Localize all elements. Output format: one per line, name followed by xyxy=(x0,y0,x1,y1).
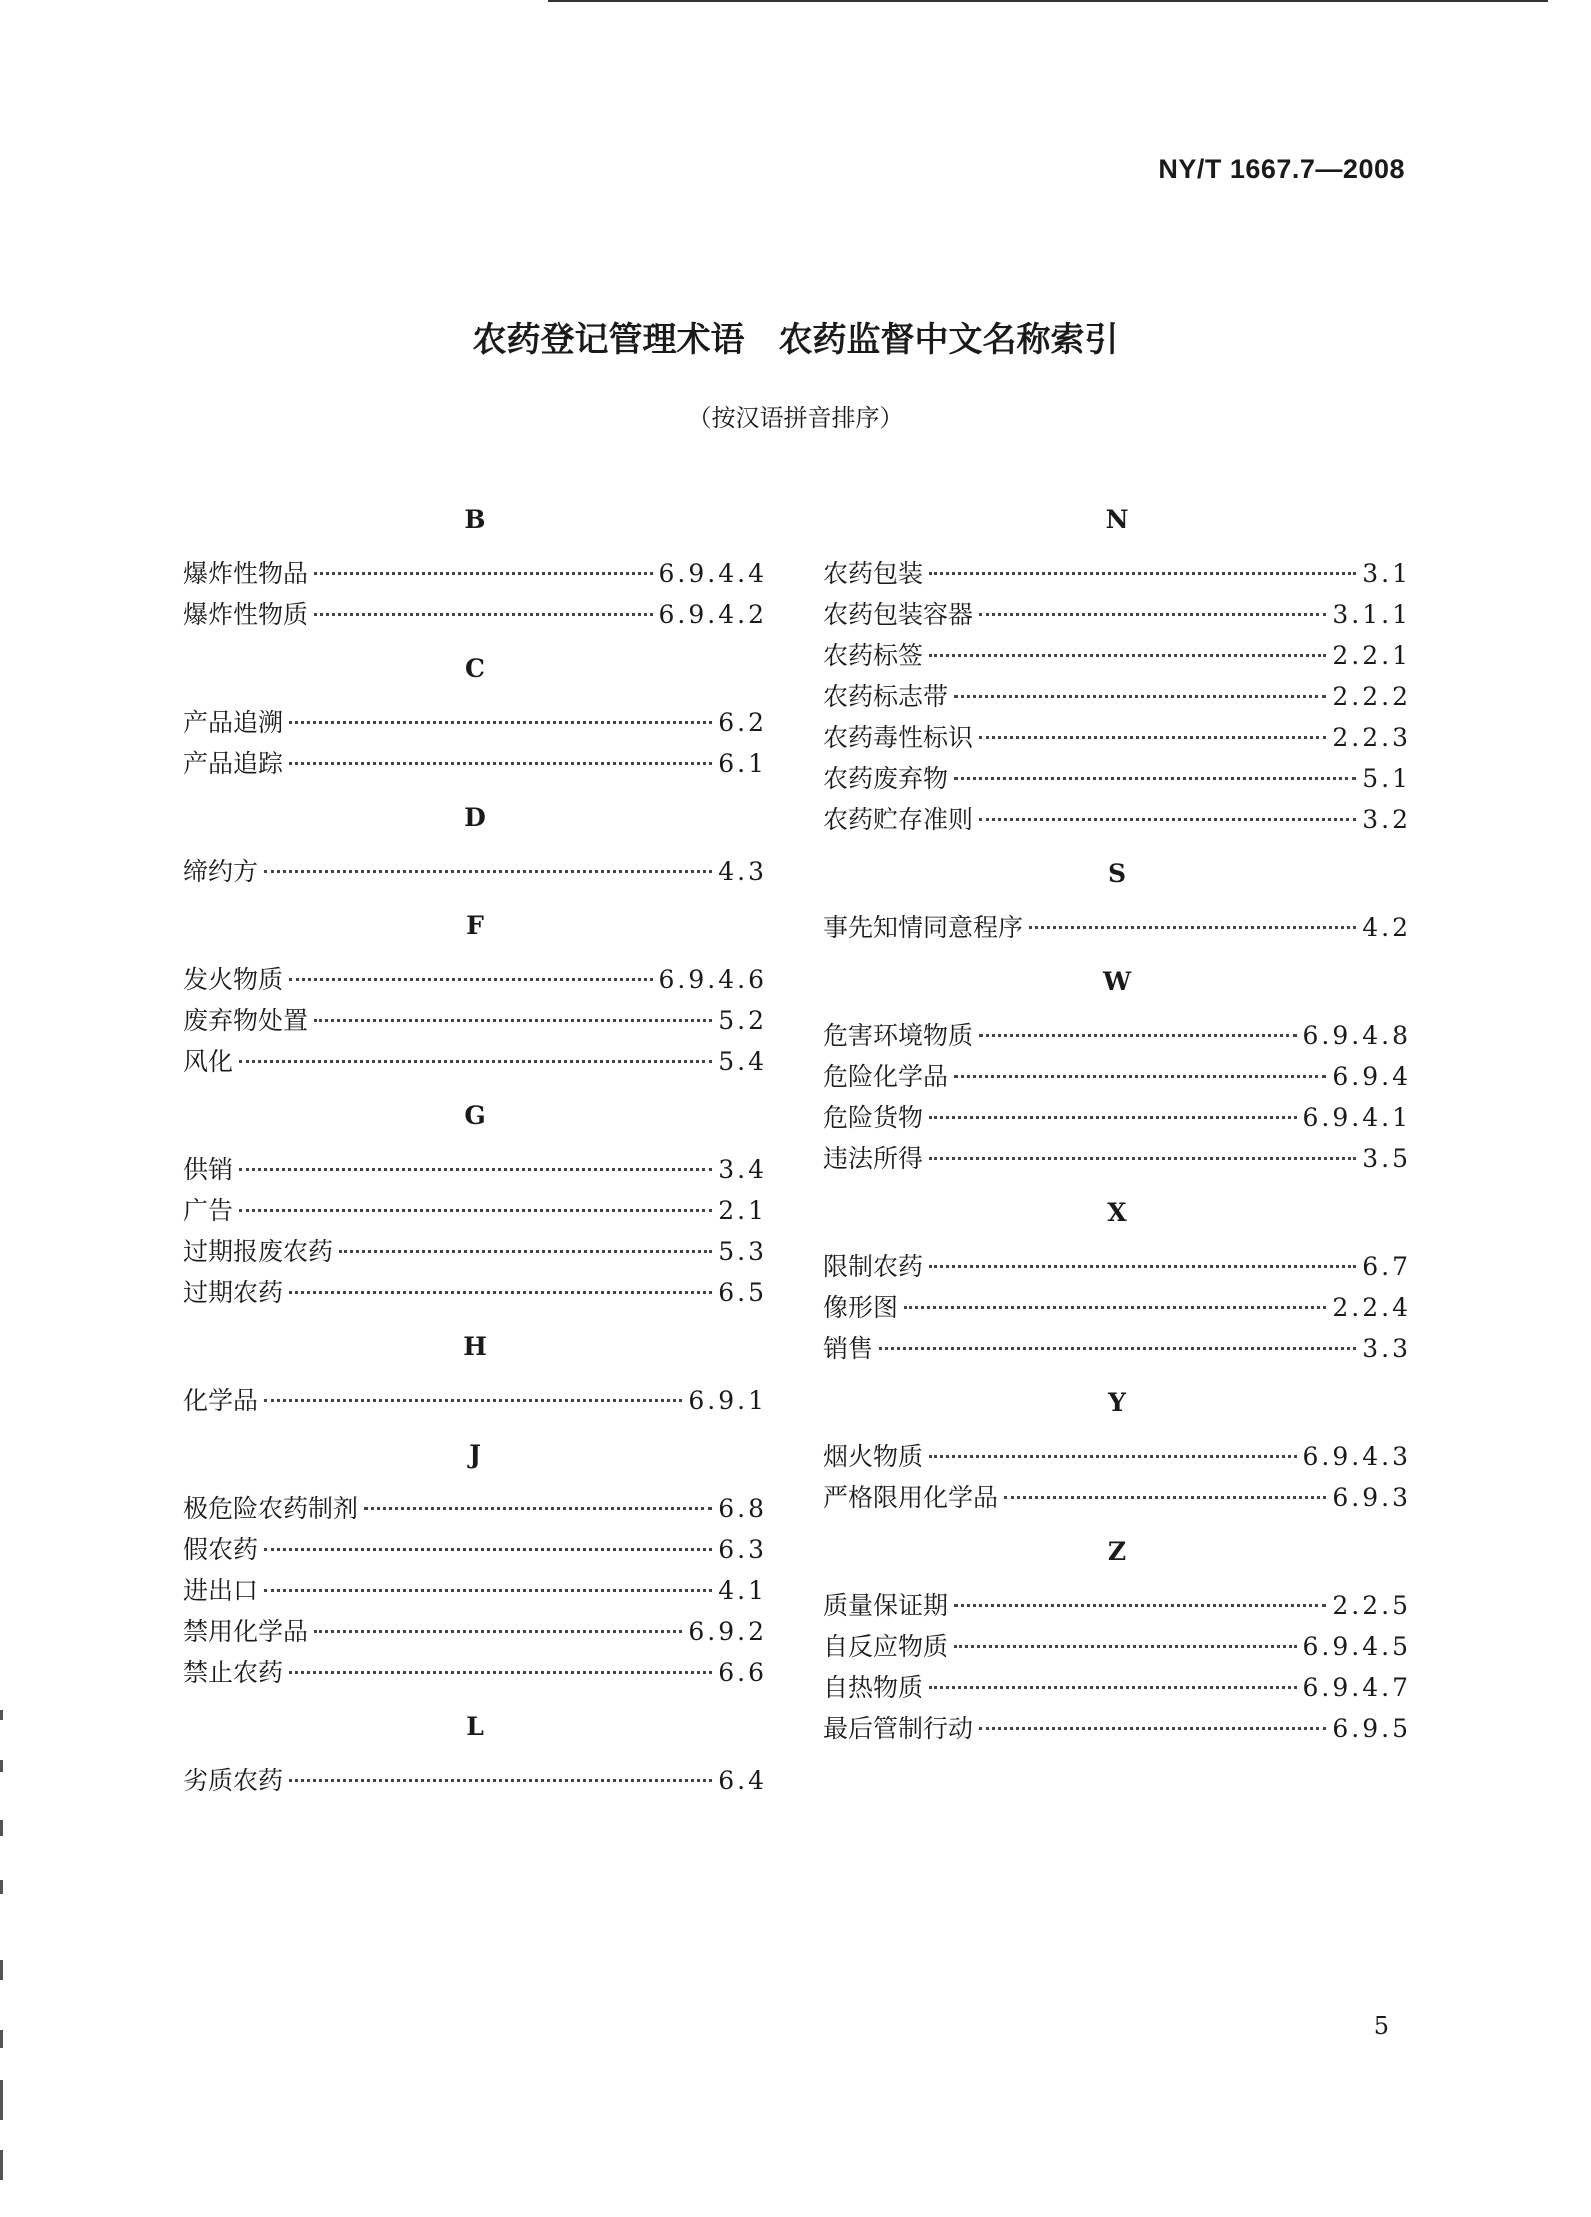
dot-leader xyxy=(954,777,1356,780)
section-letter: B xyxy=(464,505,486,534)
dot-leader xyxy=(289,978,653,981)
index-entry xyxy=(823,1246,1411,1287)
index-entry xyxy=(823,594,1411,635)
entry-term: 限制农药 xyxy=(823,1252,924,1281)
dot-leader xyxy=(314,1630,682,1633)
dot-leader xyxy=(1029,926,1356,929)
entry-clause-number: 6.9.4.4 xyxy=(658,559,767,588)
dot-leader xyxy=(339,1250,712,1253)
entry-clause-number: 6.5 xyxy=(718,1278,767,1307)
entry-term: 过期报废农药 xyxy=(183,1237,334,1266)
entry-clause-number: 6.9.4.6 xyxy=(658,965,767,994)
entry-clause-number: 6.7 xyxy=(1362,1252,1411,1281)
entry-clause-number: 5.1 xyxy=(1362,764,1411,793)
entry-clause-number: 6.9.4.1 xyxy=(1302,1103,1411,1132)
section-letter: C xyxy=(465,654,485,683)
scan-margin-mark xyxy=(0,1760,3,1772)
entry-term: 爆炸性物质 xyxy=(183,600,309,629)
entry-term: 违法所得 xyxy=(823,1144,924,1173)
index-entry xyxy=(823,717,1411,758)
index-entry xyxy=(823,1015,1411,1056)
entry-term: 农药毒性标识 xyxy=(823,723,974,752)
entry-term: 供销 xyxy=(183,1155,234,1184)
index-entry xyxy=(823,1708,1411,1749)
entry-term: 农药标志带 xyxy=(823,682,949,711)
entry-term: 农药废弃物 xyxy=(823,764,949,793)
section-letter: J xyxy=(469,1440,481,1469)
dot-leader xyxy=(289,762,712,765)
dot-leader xyxy=(979,736,1326,739)
index-entry xyxy=(183,594,767,635)
entry-clause-number: 3.3 xyxy=(1362,1334,1411,1363)
dot-leader xyxy=(929,572,1356,575)
entry-term: 危害环境物质 xyxy=(823,1021,974,1050)
entry-term: 进出口 xyxy=(183,1576,259,1605)
dot-leader xyxy=(929,654,1326,657)
dot-leader xyxy=(364,1507,712,1510)
entry-term: 最后管制行动 xyxy=(823,1714,974,1743)
entry-term: 劣质农药 xyxy=(183,1766,284,1795)
section-letter: G xyxy=(464,1101,486,1130)
index-entry xyxy=(183,1231,767,1272)
entry-term: 自反应物质 xyxy=(823,1632,949,1661)
scan-margin-mark xyxy=(0,2080,3,2120)
index-entry xyxy=(823,635,1411,676)
entry-clause-number: 6.9.5 xyxy=(1332,1714,1411,1743)
index-entry xyxy=(823,1056,1411,1097)
index-entry xyxy=(183,1000,767,1041)
index-entry xyxy=(183,851,767,892)
index-entry xyxy=(183,1041,767,1082)
section-letter: W xyxy=(1102,967,1132,996)
top-border-rule xyxy=(548,0,1548,2)
index-entry xyxy=(183,702,767,743)
index-entry xyxy=(823,1287,1411,1328)
entry-term: 农药包装容器 xyxy=(823,600,974,629)
section-letter: N xyxy=(1105,505,1129,534)
index-entry xyxy=(183,743,767,784)
scan-margin-mark xyxy=(0,1820,3,1836)
index-entry xyxy=(183,553,767,594)
index-entry xyxy=(823,758,1411,799)
index-entry xyxy=(183,1272,767,1313)
index-entry xyxy=(823,1477,1411,1518)
entry-term: 自热物质 xyxy=(823,1673,924,1702)
entry-clause-number: 2.1 xyxy=(718,1196,767,1225)
entry-clause-number: 6.9.2 xyxy=(688,1617,767,1646)
entry-term: 危险化学品 xyxy=(823,1062,949,1091)
section-letter: Z xyxy=(1107,1537,1127,1566)
entry-clause-number: 6.9.4 xyxy=(1332,1062,1411,1091)
entry-clause-number: 5.2 xyxy=(718,1006,767,1035)
entry-clause-number: 6.4 xyxy=(718,1766,767,1795)
entry-term: 事先知情同意程序 xyxy=(823,913,1024,942)
entry-term: 风化 xyxy=(183,1047,234,1076)
entry-clause-number: 3.2 xyxy=(1362,805,1411,834)
entry-term: 烟火物质 xyxy=(823,1442,924,1471)
entry-term: 禁止农药 xyxy=(183,1658,284,1687)
entry-term: 产品追溯 xyxy=(183,708,284,737)
page-subtitle: （按汉语拼音排序） xyxy=(687,404,904,432)
index-entry xyxy=(183,1652,767,1693)
section-letter: D xyxy=(464,803,486,832)
dot-leader xyxy=(979,613,1326,616)
entry-clause-number: 3.5 xyxy=(1362,1144,1411,1173)
section-letter: X xyxy=(1107,1198,1127,1227)
scan-margin-mark xyxy=(0,2030,3,2048)
entry-clause-number: 4.3 xyxy=(718,857,767,886)
index-entry xyxy=(823,1667,1411,1708)
page-number: 5 xyxy=(1373,2012,1389,2040)
entry-term: 农药包装 xyxy=(823,559,924,588)
entry-term: 严格限用化学品 xyxy=(823,1483,999,1512)
entry-clause-number: 6.9.4.5 xyxy=(1302,1632,1411,1661)
scan-margin-mark xyxy=(0,1880,3,1894)
scan-margin-mark xyxy=(0,1710,3,1720)
entry-term: 产品追踪 xyxy=(183,749,284,778)
dot-leader xyxy=(1004,1496,1326,1499)
entry-term: 农药贮存准则 xyxy=(823,805,974,834)
index-entry xyxy=(823,799,1411,840)
index-entry xyxy=(183,1149,767,1190)
index-entry xyxy=(183,1611,767,1652)
dot-leader xyxy=(929,1116,1297,1119)
entry-clause-number: 3.4 xyxy=(718,1155,767,1184)
entry-term: 质量保证期 xyxy=(823,1591,949,1620)
dot-leader xyxy=(929,1686,1297,1689)
entry-clause-number: 6.9.4.3 xyxy=(1302,1442,1411,1471)
dot-leader xyxy=(314,572,653,575)
index-entry xyxy=(183,959,767,1000)
entry-clause-number: 6.6 xyxy=(718,1658,767,1687)
entry-clause-number: 6.2 xyxy=(718,708,767,737)
index-entry xyxy=(823,1328,1411,1369)
dot-leader xyxy=(979,1727,1326,1730)
dot-leader xyxy=(954,1645,1297,1648)
dot-leader xyxy=(289,721,712,724)
dot-leader xyxy=(929,1265,1356,1268)
dot-leader xyxy=(979,818,1356,821)
index-column-left xyxy=(183,500,767,1801)
entry-term: 化学品 xyxy=(183,1386,259,1415)
dot-leader xyxy=(239,1060,712,1063)
dot-leader xyxy=(314,613,653,616)
dot-leader xyxy=(904,1306,1326,1309)
entry-term: 销售 xyxy=(823,1334,874,1363)
standard-code: NY/T 1667.7—2008 xyxy=(1158,154,1405,184)
entry-clause-number: 2.2.4 xyxy=(1332,1293,1411,1322)
entry-clause-number: 4.2 xyxy=(1362,913,1411,942)
dot-leader xyxy=(289,1671,712,1674)
page-title: 农药登记管理术语 农药监督中文名称索引 xyxy=(472,320,1119,360)
entry-clause-number: 5.3 xyxy=(718,1237,767,1266)
dot-leader xyxy=(239,1209,712,1212)
section-letter: H xyxy=(463,1332,487,1361)
index-entry xyxy=(823,907,1411,948)
entry-term: 废弃物处置 xyxy=(183,1006,309,1035)
scan-margin-mark xyxy=(0,1960,3,1980)
entry-clause-number: 3.1.1 xyxy=(1332,600,1411,629)
index-entry xyxy=(823,676,1411,717)
index-entry xyxy=(183,1488,767,1529)
entry-clause-number: 6.3 xyxy=(718,1535,767,1564)
entry-clause-number: 6.9.4.2 xyxy=(658,600,767,629)
dot-leader xyxy=(264,1589,712,1592)
index-entry xyxy=(823,1436,1411,1477)
index-entry xyxy=(183,1529,767,1570)
index-entry xyxy=(823,1626,1411,1667)
dot-leader xyxy=(954,1075,1326,1078)
index-entry xyxy=(183,1760,767,1801)
entry-clause-number: 5.4 xyxy=(718,1047,767,1076)
entry-clause-number: 6.9.4.7 xyxy=(1302,1673,1411,1702)
dot-leader xyxy=(954,1604,1326,1607)
index-entry xyxy=(823,1585,1411,1626)
entry-clause-number: 4.1 xyxy=(718,1576,767,1605)
entry-term: 极危险农药制剂 xyxy=(183,1494,359,1523)
dot-leader xyxy=(239,1168,712,1171)
entry-clause-number: 2.2.3 xyxy=(1332,723,1411,752)
section-letter: S xyxy=(1107,859,1127,888)
entry-clause-number: 2.2.1 xyxy=(1332,641,1411,670)
entry-clause-number: 6.1 xyxy=(718,749,767,778)
dot-leader xyxy=(979,1034,1297,1037)
entry-term: 广告 xyxy=(183,1196,234,1225)
entry-term: 假农药 xyxy=(183,1535,259,1564)
index-column-right xyxy=(823,500,1411,1749)
dot-leader xyxy=(289,1291,712,1294)
entry-term: 危险货物 xyxy=(823,1103,924,1132)
index-entry xyxy=(183,1380,767,1421)
section-letter: F xyxy=(466,911,484,940)
entry-term: 禁用化学品 xyxy=(183,1617,309,1646)
entry-clause-number: 6.9.3 xyxy=(1332,1483,1411,1512)
dot-leader xyxy=(264,870,712,873)
dot-leader xyxy=(264,1548,712,1551)
entry-term: 过期农药 xyxy=(183,1278,284,1307)
entry-clause-number: 2.2.2 xyxy=(1332,682,1411,711)
entry-clause-number: 6.9.1 xyxy=(688,1386,767,1415)
section-letter: L xyxy=(466,1712,484,1741)
dot-leader xyxy=(929,1455,1297,1458)
entry-clause-number: 2.2.5 xyxy=(1332,1591,1411,1620)
dot-leader xyxy=(954,695,1326,698)
index-entry xyxy=(823,1138,1411,1179)
index-entry xyxy=(823,1097,1411,1138)
entry-term: 像形图 xyxy=(823,1293,899,1322)
dot-leader xyxy=(264,1399,682,1402)
entry-term: 农药标签 xyxy=(823,641,924,670)
scan-margin-mark xyxy=(0,2150,3,2180)
entry-term: 爆炸性物品 xyxy=(183,559,309,588)
section-letter: Y xyxy=(1108,1388,1126,1417)
entry-clause-number: 6.8 xyxy=(718,1494,767,1523)
index-entry xyxy=(183,1570,767,1611)
dot-leader xyxy=(289,1779,712,1782)
dot-leader xyxy=(929,1157,1356,1160)
entry-clause-number: 6.9.4.8 xyxy=(1302,1021,1411,1050)
entry-term: 缔约方 xyxy=(183,857,259,886)
entry-term: 发火物质 xyxy=(183,965,284,994)
entry-clause-number: 3.1 xyxy=(1362,559,1411,588)
dot-leader xyxy=(314,1019,712,1022)
index-entry xyxy=(183,1190,767,1231)
index-entry xyxy=(823,553,1411,594)
dot-leader xyxy=(879,1347,1356,1350)
